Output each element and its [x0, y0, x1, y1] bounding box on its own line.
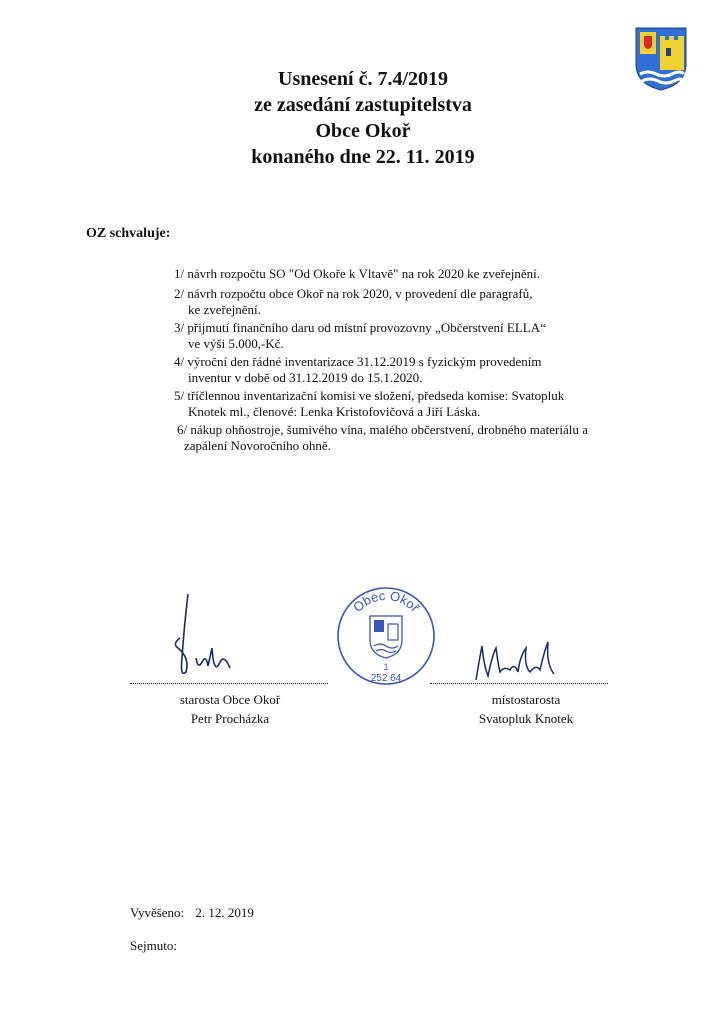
- resolution-item-1: 1/ návrh rozpočtu SO "Od Okoře k Vltavě" na rok 2020 ke zveřejnění.: [174, 266, 540, 281]
- deputy-mayor-role: místostarosta: [491, 692, 561, 707]
- resolution-item-5: 5/ tříčlennou inventarizační komisi ve složení, předseda komise: Svatopluk Knotek ml., členové: Lenka Kristofovičová a Jiří Láska.: [174, 388, 565, 419]
- mayor-role: starosta Obce Okoř: [179, 692, 281, 707]
- removed-label: Sejmuto:: [130, 938, 177, 953]
- resolution-item-4: 4/ výroční den řádné inventarizace 31.12.2019 s fyzickým provedením inventur v době od 31.12.2019 do 15.1.2020.: [174, 354, 542, 385]
- posted-date: 2. 12. 2019: [195, 905, 254, 920]
- svg-text:252 64: 252 64: [370, 673, 402, 684]
- document-municipality: Obce Okoř: [315, 120, 411, 142]
- document-subtitle: ze zasedání zastupitelstva: [254, 94, 472, 116]
- resolution-item-2: 2/ návrh rozpočtu obce Okoř na rok 2020, v provedení dle paragrafů, ke zveřejnění.: [174, 286, 533, 317]
- resolution-heading: OZ schvaluje:: [86, 226, 171, 241]
- signature-line-right: [430, 683, 608, 684]
- mayor-name: Petr Procházka: [190, 711, 270, 726]
- document-title: Usnesení č. 7.4/2019: [278, 68, 448, 90]
- deputy-mayor-signature: [470, 636, 560, 686]
- svg-text:Obec Okoř: Obec Okoř: [350, 587, 423, 615]
- mayor-signature: [168, 588, 248, 688]
- posted-label: Vyvěšeno:: [130, 905, 185, 920]
- posted-line: [130, 905, 254, 921]
- document-date-line: konaného dne 22. 11. 2019: [251, 146, 475, 168]
- deputy-mayor-name: Svatopluk Knotek: [478, 711, 574, 726]
- municipal-stamp: [334, 584, 438, 688]
- resolution-item-3: 3/ přijmutí finančního daru od místní provozovny „Občerstvení ELLA“ ve výši 5.000,-Kč.: [174, 320, 546, 351]
- svg-text:1: 1: [383, 662, 389, 672]
- resolution-item-6: 6/ nákup ohňostroje, šumivého vína, malého občerstvení, drobného materiálu a zapálení Novoročního ohně.: [177, 422, 588, 453]
- signature-line-left: [130, 683, 328, 684]
